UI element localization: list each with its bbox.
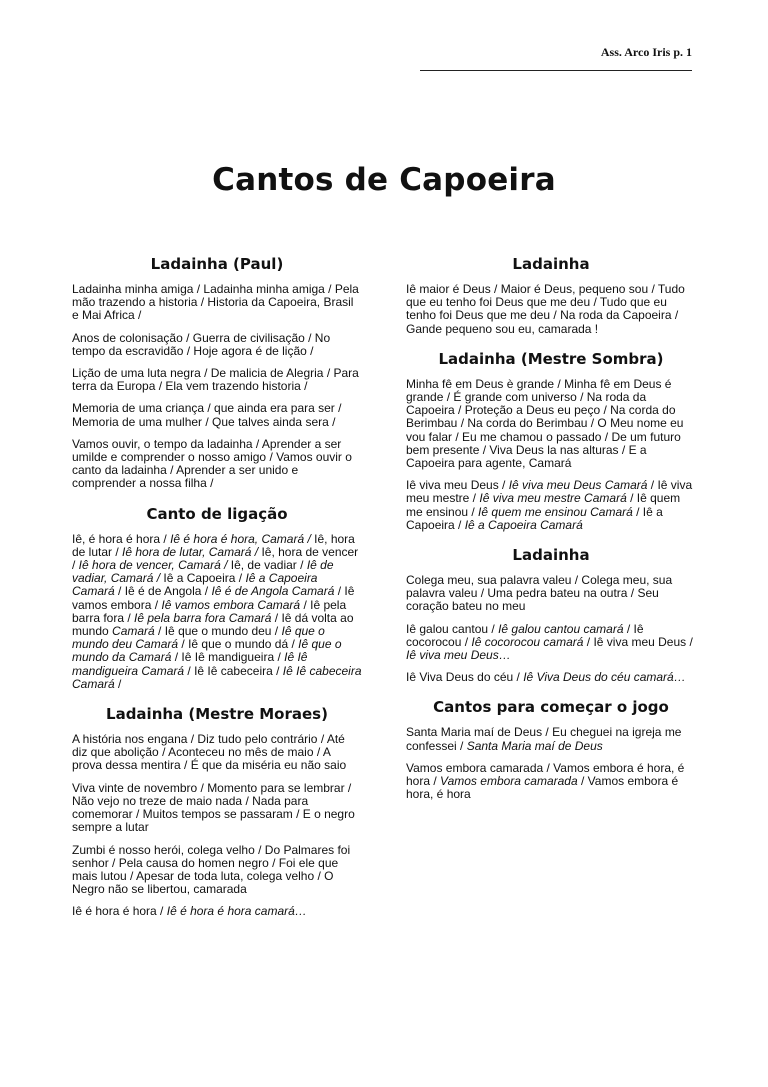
verse: Iê maior é Deus / Maior é Deus, pequeno sou / Tudo que eu tenho foi Deus que me deu / Tudo que eu tenho foi Deus que me deu / Na roda da Capoeira / Gande pequeno sou eu, camarada !: [406, 282, 685, 336]
verse: Iê Viva Deus do céu / Iê Viva Deus do céu camará…: [406, 670, 686, 685]
section-heading: Cantos para começar o jogo: [433, 698, 669, 717]
section-ladainha-2: [406, 546, 696, 684]
section-ladainha-paul: [72, 255, 362, 491]
left-column: [72, 255, 362, 933]
verse: Iê galou cantou / Iê galou cantou camará / Iê cocorocou / Iê cocorocou camará / Iê viva meu Deus / Iê viva meu Deus…: [406, 621, 693, 663]
section-heading: Ladainha: [512, 546, 590, 565]
verse: Minha fê em Deus è grande / Minha fê em Deus é grande / É grande com universo / Na roda da Capoeira / Proteção a Deus eu peço / Na corda do Berimbau / Na corda do Berimbau / O Meu nome eu vou falar / Eu me chamou o passado / De um futuro bem presente / Viva Deus la nas alturas / E a Capoeira para agente, Camará: [406, 376, 684, 471]
verse: Ladainha minha amiga / Ladainha minha amiga / Pela mão trazendo a historia / Historia da Capoeira, Brasil e Mai Africa /: [72, 282, 359, 323]
verse: Vamos embora camarada / Vamos embora é hora, é hora / Vamos embora camarada / Vamos embora é hora, é hora: [406, 760, 685, 802]
section-cantos-para-comecar: [406, 698, 696, 801]
verse: Colega meu, sua palavra valeu / Colega meu, sua palavra valeu / Uma pedra bateu na outra / Seu coração bateu no meu: [406, 573, 673, 614]
verse: Santa Maria maí de Deus / Eu cheguei na igreja me confessei / Santa Maria maí de Deus: [406, 725, 682, 753]
section-heading: Ladainha (Mestre Moraes): [106, 705, 328, 724]
verse: Viva vinte de novembro / Momento para se lembrar / Não vejo no treze de maio nada / Nada para comemorar / Muitos tempos se passaram / E o negro sempre a lutar: [72, 780, 355, 835]
verse: Iê é hora é hora / Iê é hora é hora camará…: [72, 904, 307, 919]
verse: Anos de colonisação / Guerra de civilisação / No tempo da escravidão / Hoje agora é de lição /: [72, 330, 331, 358]
verse: Iê, é hora é hora / Iê é hora é hora, Camará / Iê, hora de lutar / Iê hora de lutar, Camará / Iê, hora de vencer / Iê hora de vencer, Camará / Iê, de vadiar / Iê de vadiar, Camará / Iê a Capoeira / Iê a Capoeira Camará / Iê é de Angola / Iê é de Angola Camará / Iê vamos embora / Iê vamos embora Camará / Iê pela barra fora / Iê pela barra fora Camará / Iê dá volta ao mundo Camará / Iê que o mundo deu / Iê que o mundo deu Camará / Iê que o mundo dá / Iê que o mundo da Camará / Iê Iê mandigueira / Iê Iê mandigueira Camará / Iê Iê cabeceira / Iê Iê cabeceira Camará /: [72, 531, 362, 691]
section-canto-de-ligacao: [72, 505, 362, 691]
header-rule: [420, 70, 692, 71]
section-ladainha: [406, 255, 696, 336]
verse: Vamos ouvir, o tempo da ladainha / Aprender a ser umilde e comprender o nosso amigo / Vamos ouvir o canto da ladainha / Aprender a ser unido e comprender a nossa filha /: [72, 436, 352, 491]
right-column: [406, 255, 696, 815]
verse: A história nos engana / Diz tudo pelo contrário / Até diz que abolição / Aconteceu no mês de maio / A prova dessa mentira / É que da miséria eu não saio: [72, 732, 347, 773]
section-ladainha-mestre-moraes: [72, 705, 362, 918]
section-heading: Ladainha: [512, 255, 590, 273]
section-ladainha-mestre-sombra: [406, 350, 696, 532]
section-heading: Canto de ligação: [146, 504, 288, 523]
verse: Zumbi é nosso herói, colega velho / Do Palmares foi senhor / Pela causa do homen negro / Foi ele que mais lutou / Apesar de toda luta, colega velho / O Negro não se libertou, camarada: [72, 842, 351, 897]
section-heading: Ladainha (Paul): [150, 255, 284, 273]
page-header: Ass. Arco Iris p. 1: [600, 45, 692, 59]
section-heading: Ladainha (Mestre Sombra): [438, 349, 664, 368]
page-title: Cantos de Capoeira: [212, 162, 556, 198]
verse: Lição de uma luta negra / De malicia de Alegria / Para terra da Europa / Ela vem trazendo historia /: [72, 366, 359, 394]
verse: Iê viva meu Deus / Iê viva meu Deus Camará / Iê viva meu mestre / Iê viva meu mestre Camará / Iê quem me ensinou / Iê quem me ensinou Camará / Iê a Capoeira / Iê a Capoeira Camará: [406, 478, 693, 532]
verse: Memoria de uma criança / que ainda era para ser / Memoria de uma mulher / Que talves ainda sera /: [72, 401, 342, 429]
